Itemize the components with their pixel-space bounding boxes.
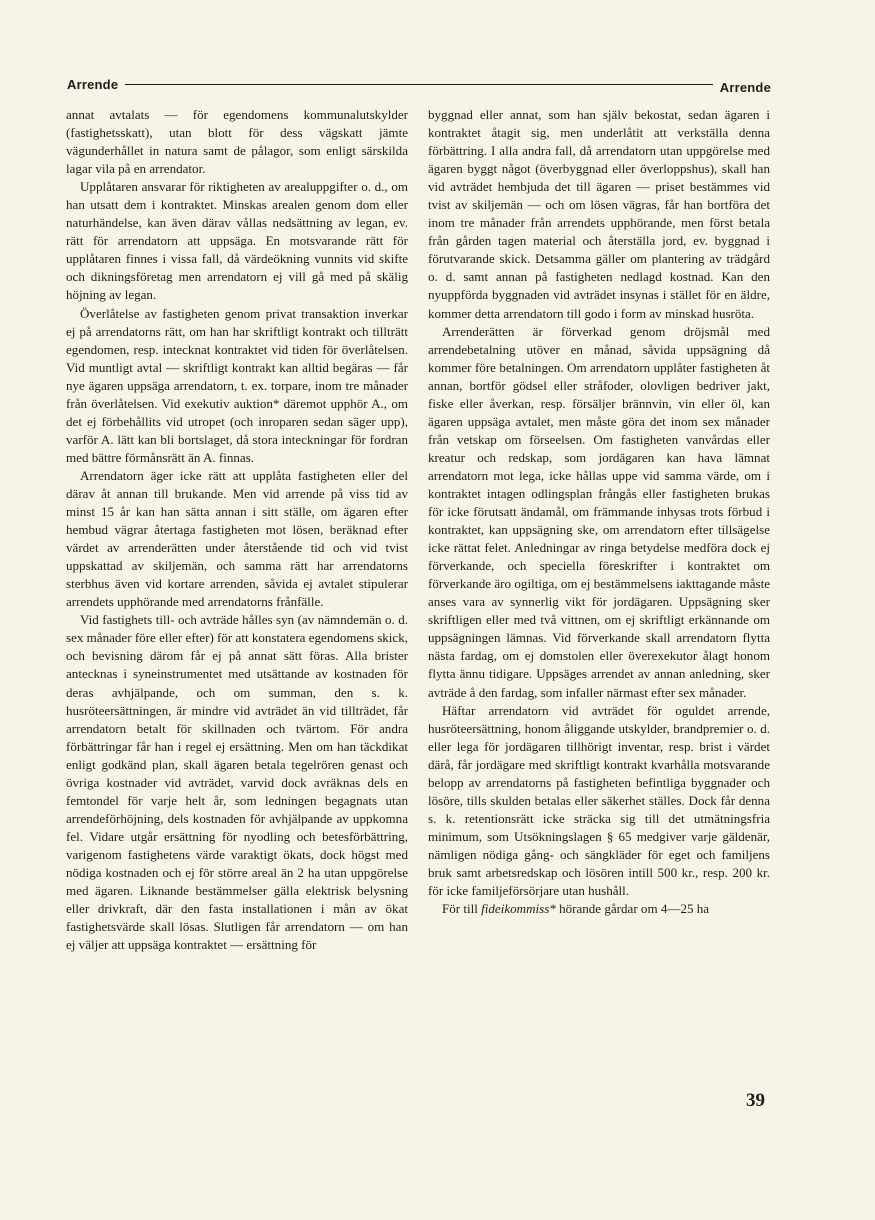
paragraph: Häftar arrendatorn vid avträdet för oguldet arrende, husröteersättning, honom åliggande utskylder, brandpremier o. d. eller lega för jordägaren tillhörigt inventar, resp. brist i värdet därå, får jordägare med skriftligt kontrakt kvarhålla motsvarande belopp av arrendatorns på fastigheten befintliga byggnader och lösöre, tills skulden betalas eller säkerhet ställes. Dock får denna s. k. retentionsrätt icke sträcka sig till det utmätningsfria minimum, som Utsökningslagen § 65 medgiver varje gäldenär, nämligen nödiga gång- och sängkläder för eget och familjens bruk samt arbetsredskap och lösören intill 500 kr., resp. 200 kr. för icke familjeförsörjare utan hushåll. <box>428 702 770 899</box>
paragraph: Vid fastighets till- och avträde hålles syn (av nämndemän o. d. sex månader före eller efter) för att konstatera egendomens skick, och bevisning därom får ej på annat sätt föras. Alla brister antecknas i syneinstrumentet med utsättande av kostnaden för deras avhjälpande, och om summan, den s. k. husröteersättningen, är mindre vid avträdet än vid tillträdet, får arrendatorn betalt för skillnaden och tvärtom. För andra förbättringar får han i regel ej ersättning. Men om han täckdikat enligt godkänd plan, skall ägaren betala tegelrören genast och övriga kostnader vid avträdet, varvid dock avräknas dels en femtondel för varje helt år, som ledningen begagnats utan arrendeförhöjning, dels kostnaden för avhjälpande av uppkomna fel. Vidare utgår ersättning för nyodling och betesförbättring, varigenom fastighetens värde varaktigt ökats, dock högst med nödiga kostnaden och ej för större areal än 2 ha utan uppgörelse med ägaren. Liknande bestämmelser gälla elektrisk belysning eller drivkraft, där den fasta installationen i mån av ökat fastighetsvärde skall lösas. Slutligen får arrendatorn — om han ej väljer att uppsäga kontraktet — ersättning för <box>66 612 408 953</box>
paragraph: Överlåtelse av fastigheten genom privat transaktion inverkar ej på arrendatorns rätt, om han har skriftligt kontrakt och tillträtt egendomen, resp. intecknat kontraktet vid tiden för överlåtelsen. Vid muntligt avtal — skriftligt kontrakt kan alltid begäras — får nye ägaren uppsäga arrendatorn, t. ex. torpare, inom tre månader från överlåtelsen. Vid exekutiv auktion* däremot upphör A., om det ej förbehållits vid utropet (och inroparen sedan säger upp), varför A. lätt kan bli bortslaget, då stora inteckningar för fordran med bättre förmånsrätt än A. finnas. <box>66 305 408 465</box>
header-rule <box>125 84 713 85</box>
paragraph: Arrendatorn äger icke rätt att upplåta fastigheten eller del därav åt annan till brukande. Men vid arrende på viss tid av minst 15 år kan han sätta annan i sitt ställe, om ägaren efter hembud vägrar återtaga fastigheten mot lösen, beräknad efter värdet av arrenderätten under återstående tid och vid tvist uppskattad av skiljemän, och samma rätt har arrendatorns sterbhus även vid kortare arrenden, såvida ej avtalet stipulerar arrendets upphörande med arrendatorns frånfälle. <box>66 467 408 610</box>
paragraph: byggnad eller annat, som han själv bekostat, sedan ägaren i kontraktet åtagit sig, men underlåtit att verkställa denna förbättring. I alla andra fall, då arrendatorn utan uppgörelse med ägaren byggt något (överbyggnad eller överloppshus), skall han vid avträdet hembjuda det till ägaren — priset bestämmes vid tvist av skiljemän — och om lösen vägras, får han bortföra det inom tre månader från arrendets upphörande, men först betala från gården tagen material och återställa jord, ev. byggnad i förutvarande skick. Detsamma gäller om plantering av trädgård o. d. samt annan på fastigheten nedlagd kostnad. Kan den nyuppförda byggnaden vid avträdet insynas i stället för en äldre, kommer detta arrendatorn till godo i form av minskad husröta. <box>428 107 770 321</box>
right-column <box>428 106 770 918</box>
text-run: För till <box>442 901 482 917</box>
italic-term: fideikommiss* <box>481 901 556 917</box>
page-number: 39 <box>746 1090 765 1111</box>
running-header <box>67 74 771 94</box>
paragraph-last <box>428 900 770 918</box>
text-run: hörande gårdar om 4—25 ha <box>555 901 710 917</box>
paragraph: Arrenderätten är förverkad genom dröjsmål med arrendebetalning utöver en månad, såvida uppsägning då kommer före betalningen. Om arrendatorn upplåter fastigheten åt annan, bortför gödsel eller stråfoder, olovligen bedriver jakt, fiske eller åverkan, resp. försäljer brännvin, vin eller öl, kan ägaren uppsäga avtalet, men måste göra det inom sex månader från vetskap om förseelsen. Om fastigheten vanvårdas eller kreatur och redskap, som jordägaren kan hava lämnat arrendatorn mot lega, icke hållas uppe vid samma värde, om i kontraktet intagen odlingsplan frångås eller fastigheten brukas för icke förutsatt ändamål, om främmande inhysas trots förbud i kontraktet, kan uppsägning ske, om arrendatorn efter tillsägelse icke rättat felet. Anledningar av ringa betydelse medföra dock ej förverkande, och speciella föreskrifter i kontraktet om förverkande äro ogiltiga, om ej bestämmelsens iakttagande måste anses vara av synnerlig vikt för jordägaren. Uppsägning sker skriftligen eller med två vittnen, om ej skriftligt erkännande om uppsägningen lämnas. Vid förverkande skall arrendatorn flytta nästa fardag, om ej domstolen eller överexekutor ålagt honom flytta ännu tidigare. Uppsäges arrendet av annan anledning, sker avträde å den fardag, som infaller närmast efter sex månader. <box>428 323 770 700</box>
header-right-title: Arrende <box>719 79 771 95</box>
paragraph: Upplåtaren ansvarar för riktigheten av arealuppgifter o. d., om han utsatt dem i kontraktet. Minskas arealen genom dom eller naturhändelse, kan även därav vållas nedsättning av legan, ev. rätt för arrendatorn att uppsäga. En motsvarande rätt för upplåtaren finnes i vissa fall, då värdeökning vunnits vid skifte och dikningsföretag men arrendatorn ej vill gå med på skälig höjning av legan. <box>66 179 408 303</box>
left-column <box>66 106 408 954</box>
header-left-title: Arrende <box>67 76 119 92</box>
paragraph: annat avtalats — för egendomens kommunalutskylder (fastighetsskatt), utan blott för dess vägskatt jämte vägunderhållet in natura samt de pålagor, som enligt särskilda lagar vila på en arrendator. <box>66 107 408 177</box>
